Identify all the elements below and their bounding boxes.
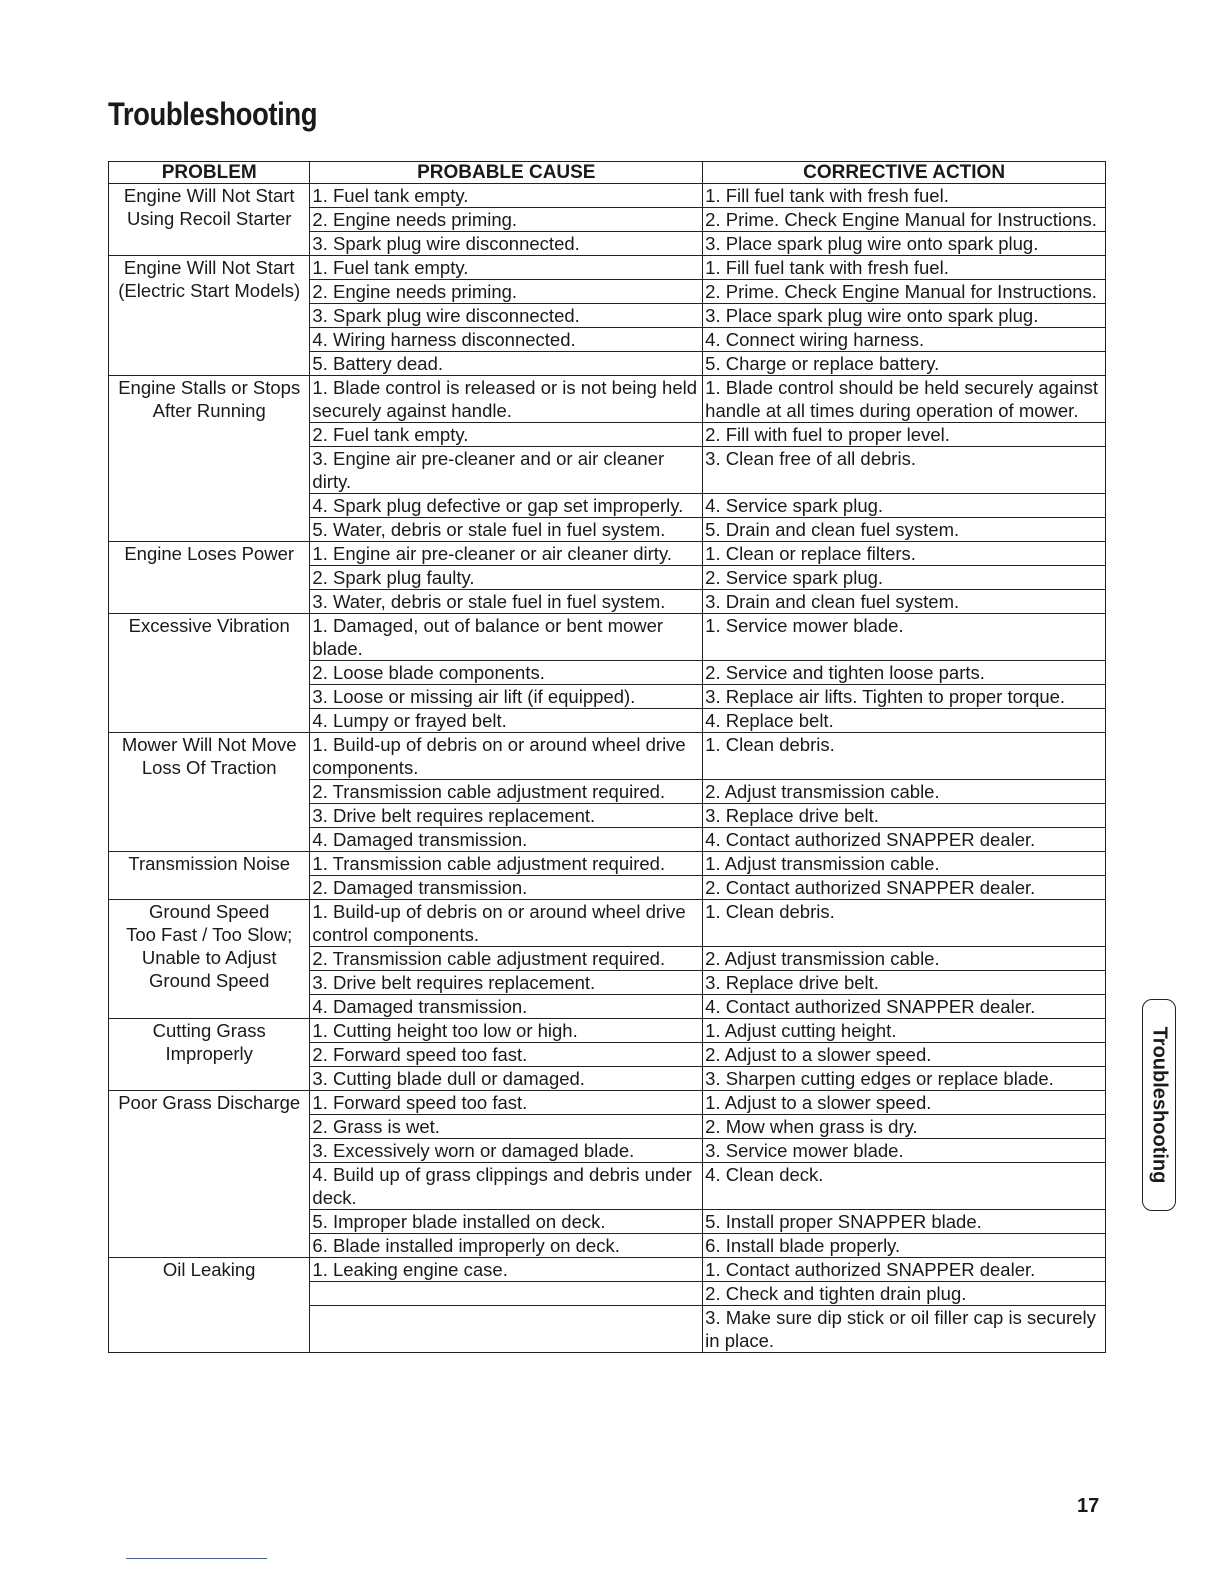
corrective-action-cell: 5. Drain and clean fuel system. (703, 518, 1106, 542)
problem-cell (109, 184, 310, 256)
problem-line: Cutting Grass Improperly (152, 1020, 266, 1064)
corrective-action-cell: 1. Service mower blade. (703, 614, 1106, 661)
probable-cause-cell: 2. Fuel tank empty. (310, 423, 703, 447)
probable-cause-cell: 2. Engine needs priming. (310, 208, 703, 232)
corrective-action-cell: 1. Adjust cutting height. (703, 1019, 1106, 1043)
corrective-action-cell: 3. Replace drive belt. (703, 804, 1106, 828)
corrective-action-cell: 2. Prime. Check Engine Manual for Instructions. (703, 208, 1106, 232)
corrective-action-cell: 4. Connect wiring harness. (703, 328, 1106, 352)
table-row (109, 184, 1106, 208)
corrective-action-cell: 3. Place spark plug wire onto spark plug. (703, 304, 1106, 328)
problem-cell (109, 1258, 310, 1353)
problem-line: Loss Of Traction (141, 757, 277, 778)
probable-cause-cell: 3. Drive belt requires replacement. (310, 971, 703, 995)
corrective-action-cell: 3. Drain and clean fuel system. (703, 590, 1106, 614)
corrective-action-cell: 6. Install blade properly. (703, 1234, 1106, 1258)
probable-cause-cell: 3. Engine air pre-cleaner and or air cleaner dirty. (310, 447, 703, 494)
corrective-action-cell: 1. Clean debris. (703, 733, 1106, 780)
table-row (109, 614, 1106, 661)
table-row (109, 733, 1106, 780)
problem-line: Unable to Adjust (141, 947, 277, 968)
problem-line: Poor Grass Discharge (118, 1092, 301, 1113)
page-number: 17 (1077, 1495, 1100, 1517)
probable-cause-cell: 2. Spark plug faulty. (310, 566, 703, 590)
probable-cause-cell: 3. Spark plug wire disconnected. (310, 304, 703, 328)
problem-cell (109, 900, 310, 1019)
problem-cell (109, 1091, 310, 1258)
corrective-action-cell: 1. Fill fuel tank with fresh fuel. (703, 256, 1106, 280)
probable-cause-cell: 2. Engine needs priming. (310, 280, 703, 304)
problem-cell (109, 614, 310, 733)
corrective-action-cell: 4. Service spark plug. (703, 494, 1106, 518)
probable-cause-cell: 5. Improper blade installed on deck. (310, 1210, 703, 1234)
problem-cell (109, 1019, 310, 1091)
table-header-row (109, 162, 1106, 184)
probable-cause-cell: 1. Damaged, out of balance or bent mower blade. (310, 614, 703, 661)
probable-cause-cell: 4. Damaged transmission. (310, 828, 703, 852)
corrective-action-cell: 4. Replace belt. (703, 709, 1106, 733)
header-corrective-action: CORRECTIVE ACTION (703, 162, 1106, 184)
probable-cause-cell: 1. Leaking engine case. (310, 1258, 703, 1282)
probable-cause-cell: 6. Blade installed improperly on deck. (310, 1234, 703, 1258)
problem-cell (109, 733, 310, 852)
problem-line: Ground Speed (149, 901, 270, 922)
probable-cause-cell: 3. Cutting blade dull or damaged. (310, 1067, 703, 1091)
probable-cause-cell: 2. Forward speed too fast. (310, 1043, 703, 1067)
corrective-action-cell: 1. Blade control should be held securely against handle at all times during operation of mower. (703, 376, 1106, 423)
probable-cause-cell: 2. Transmission cable adjustment required. (310, 947, 703, 971)
corrective-action-cell: 1. Clean or replace filters. (703, 542, 1106, 566)
corrective-action-cell: 5. Install proper SNAPPER blade. (703, 1210, 1106, 1234)
problem-line: Mower Will Not Move (121, 734, 297, 755)
probable-cause-cell: 5. Water, debris or stale fuel in fuel system. (310, 518, 703, 542)
corrective-action-cell: 3. Sharpen cutting edges or replace blade. (703, 1067, 1106, 1091)
probable-cause-cell: 1. Fuel tank empty. (310, 184, 703, 208)
problem-line: Engine Will Not Start (123, 257, 295, 278)
footer-rule (126, 1558, 267, 1559)
corrective-action-cell: 3. Replace air lifts. Tighten to proper torque. (703, 685, 1106, 709)
probable-cause-cell: 1. Forward speed too fast. (310, 1091, 703, 1115)
probable-cause-cell: 4. Lumpy or frayed belt. (310, 709, 703, 733)
troubleshooting-table (108, 161, 1106, 1353)
problem-line: Too Fast / Too Slow; (126, 924, 293, 945)
table-row (109, 1091, 1106, 1115)
corrective-action-cell: 3. Place spark plug wire onto spark plug. (703, 232, 1106, 256)
corrective-action-cell: 4. Contact authorized SNAPPER dealer. (703, 828, 1106, 852)
probable-cause-cell: 5. Battery dead. (310, 352, 703, 376)
side-tab-label: Troubleshooting (1148, 1026, 1171, 1184)
probable-cause-cell: 3. Spark plug wire disconnected. (310, 232, 703, 256)
probable-cause-cell: 4. Damaged transmission. (310, 995, 703, 1019)
probable-cause-cell: 3. Water, debris or stale fuel in fuel system. (310, 590, 703, 614)
corrective-action-cell: 2. Service and tighten loose parts. (703, 661, 1106, 685)
corrective-action-cell: 2. Adjust to a slower speed. (703, 1043, 1106, 1067)
problem-line: Excessive Vibration (128, 615, 290, 636)
probable-cause-cell: 4. Wiring harness disconnected. (310, 328, 703, 352)
problem-cell (109, 376, 310, 542)
corrective-action-cell: 1. Clean debris. (703, 900, 1106, 947)
probable-cause-cell (310, 1306, 703, 1353)
probable-cause-cell: 2. Transmission cable adjustment required. (310, 780, 703, 804)
table-body (109, 184, 1106, 1353)
table-row (109, 1258, 1106, 1282)
probable-cause-cell: 3. Excessively worn or damaged blade. (310, 1139, 703, 1163)
corrective-action-cell: 3. Clean free of all debris. (703, 447, 1106, 494)
table-row (109, 900, 1106, 947)
corrective-action-cell: 2. Contact authorized SNAPPER dealer. (703, 876, 1106, 900)
probable-cause-cell: 1. Engine air pre-cleaner or air cleaner dirty. (310, 542, 703, 566)
probable-cause-cell: 3. Loose or missing air lift (if equipped). (310, 685, 703, 709)
probable-cause-cell: 2. Grass is wet. (310, 1115, 703, 1139)
probable-cause-cell: 1. Fuel tank empty. (310, 256, 703, 280)
corrective-action-cell: 2. Mow when grass is dry. (703, 1115, 1106, 1139)
corrective-action-cell: 2. Adjust transmission cable. (703, 780, 1106, 804)
problem-cell (109, 852, 310, 900)
problem-line: Using Recoil Starter (126, 208, 292, 229)
probable-cause-cell: 1. Cutting height too low or high. (310, 1019, 703, 1043)
corrective-action-cell: 3. Service mower blade. (703, 1139, 1106, 1163)
probable-cause-cell: 2. Loose blade components. (310, 661, 703, 685)
corrective-action-cell: 2. Adjust transmission cable. (703, 947, 1106, 971)
section-side-tab (1142, 999, 1176, 1211)
problem-line: Engine Stalls or Stops (118, 377, 301, 398)
table-row (109, 852, 1106, 876)
problem-cell (109, 542, 310, 614)
problem-line: (Electric Start Models) (118, 280, 301, 301)
probable-cause-cell: 3. Drive belt requires replacement. (310, 804, 703, 828)
problem-line: Ground Speed (149, 970, 270, 991)
table-row (109, 1019, 1106, 1043)
problem-line: After Running (152, 400, 266, 421)
problem-line: Engine Will Not Start (123, 185, 295, 206)
corrective-action-cell: 3. Make sure dip stick or oil filler cap is securely in place. (703, 1306, 1106, 1353)
page-title: Troubleshooting (108, 96, 318, 132)
corrective-action-cell: 4. Contact authorized SNAPPER dealer. (703, 995, 1106, 1019)
corrective-action-cell: 2. Fill with fuel to proper level. (703, 423, 1106, 447)
problem-line: Transmission Noise (128, 853, 291, 874)
corrective-action-cell: 3. Replace drive belt. (703, 971, 1106, 995)
probable-cause-cell: 4. Spark plug defective or gap set improperly. (310, 494, 703, 518)
table-row (109, 542, 1106, 566)
header-problem: PROBLEM (109, 162, 310, 184)
problem-cell (109, 256, 310, 376)
probable-cause-cell: 1. Build-up of debris on or around wheel drive components. (310, 733, 703, 780)
corrective-action-cell: 5. Charge or replace battery. (703, 352, 1106, 376)
probable-cause-cell: 1. Build-up of debris on or around wheel drive control components. (310, 900, 703, 947)
corrective-action-cell: 1. Fill fuel tank with fresh fuel. (703, 184, 1106, 208)
corrective-action-cell: 1. Adjust to a slower speed. (703, 1091, 1106, 1115)
header-probable-cause: PROBABLE CAUSE (310, 162, 703, 184)
problem-line: Engine Loses Power (124, 543, 295, 564)
problem-line: Oil Leaking (162, 1259, 256, 1280)
corrective-action-cell: 2. Prime. Check Engine Manual for Instructions. (703, 280, 1106, 304)
corrective-action-cell: 1. Contact authorized SNAPPER dealer. (703, 1258, 1106, 1282)
corrective-action-cell: 4. Clean deck. (703, 1163, 1106, 1210)
corrective-action-cell: 1. Adjust transmission cable. (703, 852, 1106, 876)
probable-cause-cell: 1. Transmission cable adjustment required. (310, 852, 703, 876)
table-row (109, 376, 1106, 423)
probable-cause-cell: 1. Blade control is released or is not being held securely against handle. (310, 376, 703, 423)
table-row (109, 256, 1106, 280)
probable-cause-cell: 2. Damaged transmission. (310, 876, 703, 900)
probable-cause-cell: 4. Build up of grass clippings and debris under deck. (310, 1163, 703, 1210)
corrective-action-cell: 2. Service spark plug. (703, 566, 1106, 590)
probable-cause-cell (310, 1282, 703, 1306)
corrective-action-cell: 2. Check and tighten drain plug. (703, 1282, 1106, 1306)
